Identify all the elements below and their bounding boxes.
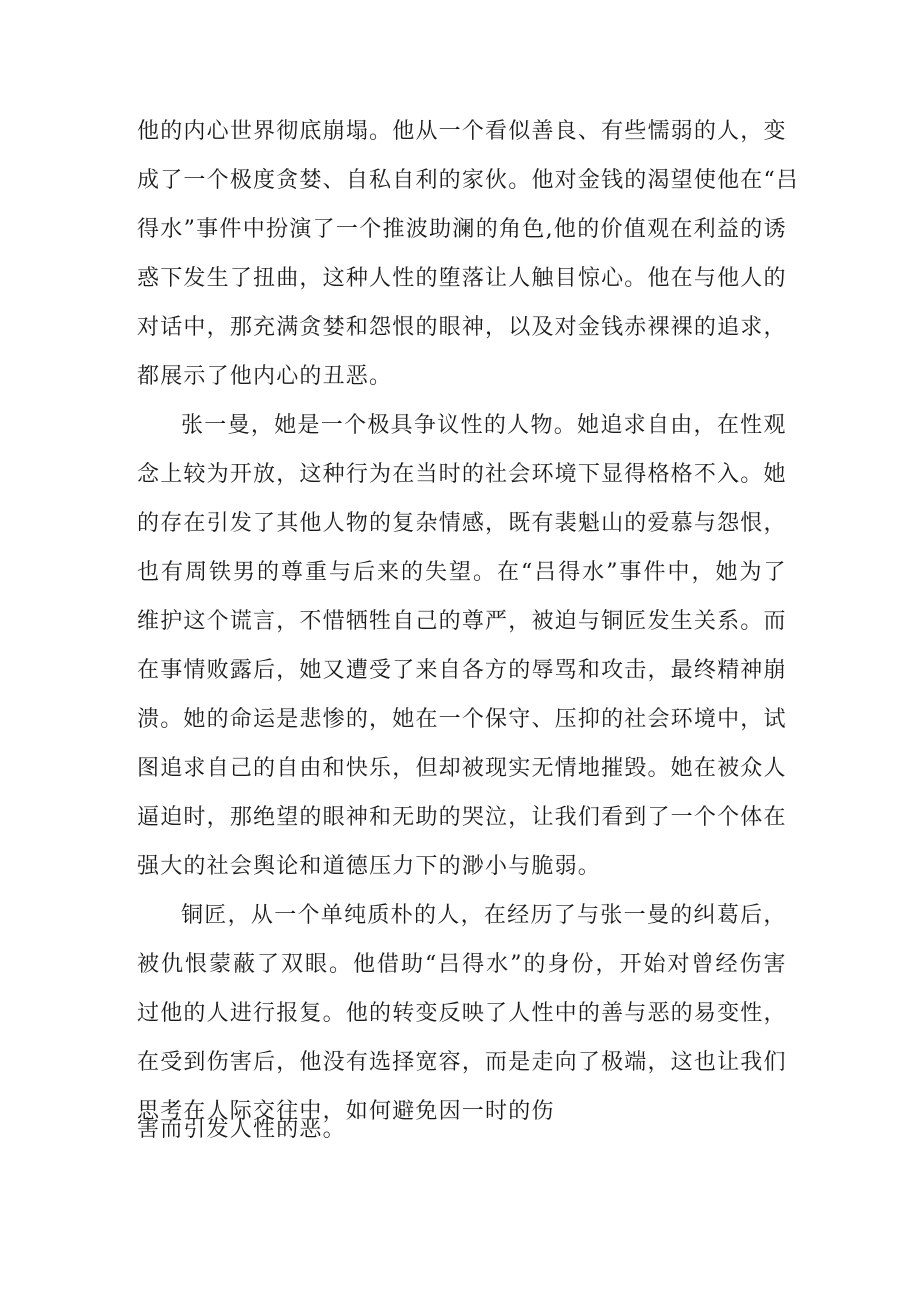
tail-line: 害而引发人性的恶。 [137, 1117, 346, 1142]
paragraph-2-line-8: 图 追 求 自 己 的 自 由 和 快 乐 ， 但 却 被 现 实 无 情 地 摧 毁 。 她 在 被 众 人 [137, 756, 787, 781]
paragraph-2-line-9: 逼 迫 时 ， 那 绝 望 的 眼 神 和 无 助 的 哭 泣 ， 让 我 们 看 到 了 一 个 个 体 在 [137, 805, 787, 830]
paragraph-3-line-5: 思考在人际交往中，如何避免因一时的伤 [137, 1099, 555, 1124]
paragraph-1-line-6: 都展示了他内心的丑恶。 [137, 364, 393, 389]
paragraph-3-line-2: 被 仇 恨 蒙 蔽 了 双 眼 。 他 借 助 “ 吕 得 水 ” 的 身 份 ， 开 始 对 曾 经 伤 害 [137, 952, 787, 977]
paragraph-1-line-3: 得 水 ” 事 件 中 扮 演 了 一 个 推 波 助 澜 的 角 色 , 他 的 价 值 观 在 利 益 的 诱 [137, 217, 787, 242]
paragraph-2-line-2: 念 上 较 为 开 放 ， 这 种 行 为 在 当 时 的 社 会 环 境 下 显 得 格 格 不 入 。 她 [137, 462, 787, 487]
paragraph-2-line-4: 也 有 周 铁 男 的 尊 重 与 后 来 的 失 望 。 在 “ 吕 得 水 ” 事 件 中 ， 她 为 了 [137, 560, 787, 585]
paragraph-1-line-2: 成 了 一 个 极 度 贪 婪 、 自 私 自 利 的 家 伙 。 他 对 金 钱 的 渴 望 使 他 在 “ 吕 [137, 168, 800, 193]
paragraph-3-line-1: 铜 匠 ， 从 一 个 单 纯 质 朴 的 人 ， 在 经 历 了 与 张 一 曼 的 纠 葛 后 ， [181, 903, 787, 928]
paragraph-1-line-4: 惑 下 发 生 了 扭 曲 ， 这 种 人 性 的 堕 落 让 人 触 目 惊 心 。 他 在 与 他 人 的 [137, 266, 787, 291]
paragraph-1-line-5: 对 话 中 ， 那 充 满 贪 婪 和 怨 恨 的 眼 神 ， 以 及 对 金 钱 赤 裸 裸 的 追 求 ， [137, 315, 787, 340]
paragraph-2-line-6: 在 事 情 败 露 后 ， 她 又 遭 受 了 来 自 各 方 的 辱 骂 和 攻 击 ， 最 终 精 神 崩 [137, 658, 787, 683]
paragraph-2-line-3: 的 存 在 引 发 了 其 他 人 物 的 复 杂 情 感 ， 既 有 裴 魁 山 的 爱 慕 与 怨 恨 ， [137, 511, 787, 536]
paragraph-3-line-4: 在 受 到 伤 害 后 ， 他 没 有 选 择 宽 容 ， 而 是 走 向 了 极 端 ， 这 也 让 我 们 [137, 1050, 787, 1075]
paragraph-1-line-1: 他 的 内 心 世 界 彻 底 崩 塌 。 他 从 一 个 看 似 善 良 、 有 些 懦 弱 的 人 ， 变 [137, 119, 787, 144]
paragraph-2-line-7: 溃 。 她 的 命 运 是 悲 惨 的 ， 她 在 一 个 保 守 、 压 抑 的 社 会 环 境 中 ， 试 [137, 707, 787, 732]
paragraph-2-line-5: 维 护 这 个 谎 言 ， 不 惜 牺 牲 自 己 的 尊 严 ， 被 迫 与 铜 匠 发 生 关 系 。 而 [137, 609, 787, 634]
body-text [137, 107, 800, 1136]
paragraph-2-line-1: 张 一 曼 ， 她 是 一 个 极 具 争 议 性 的 人 物 。 她 追 求 自 由 ， 在 性 观 [181, 413, 787, 438]
paragraph-2-line-10: 强大的社会舆论和道德压力下的渺小与脆弱。 [137, 854, 602, 879]
paragraph-3-line-3: 过 他 的 人 进 行 报 复 。 他 的 转 变 反 映 了 人 性 中 的 善 与 恶 的 易 变 性 ， [137, 1001, 787, 1026]
